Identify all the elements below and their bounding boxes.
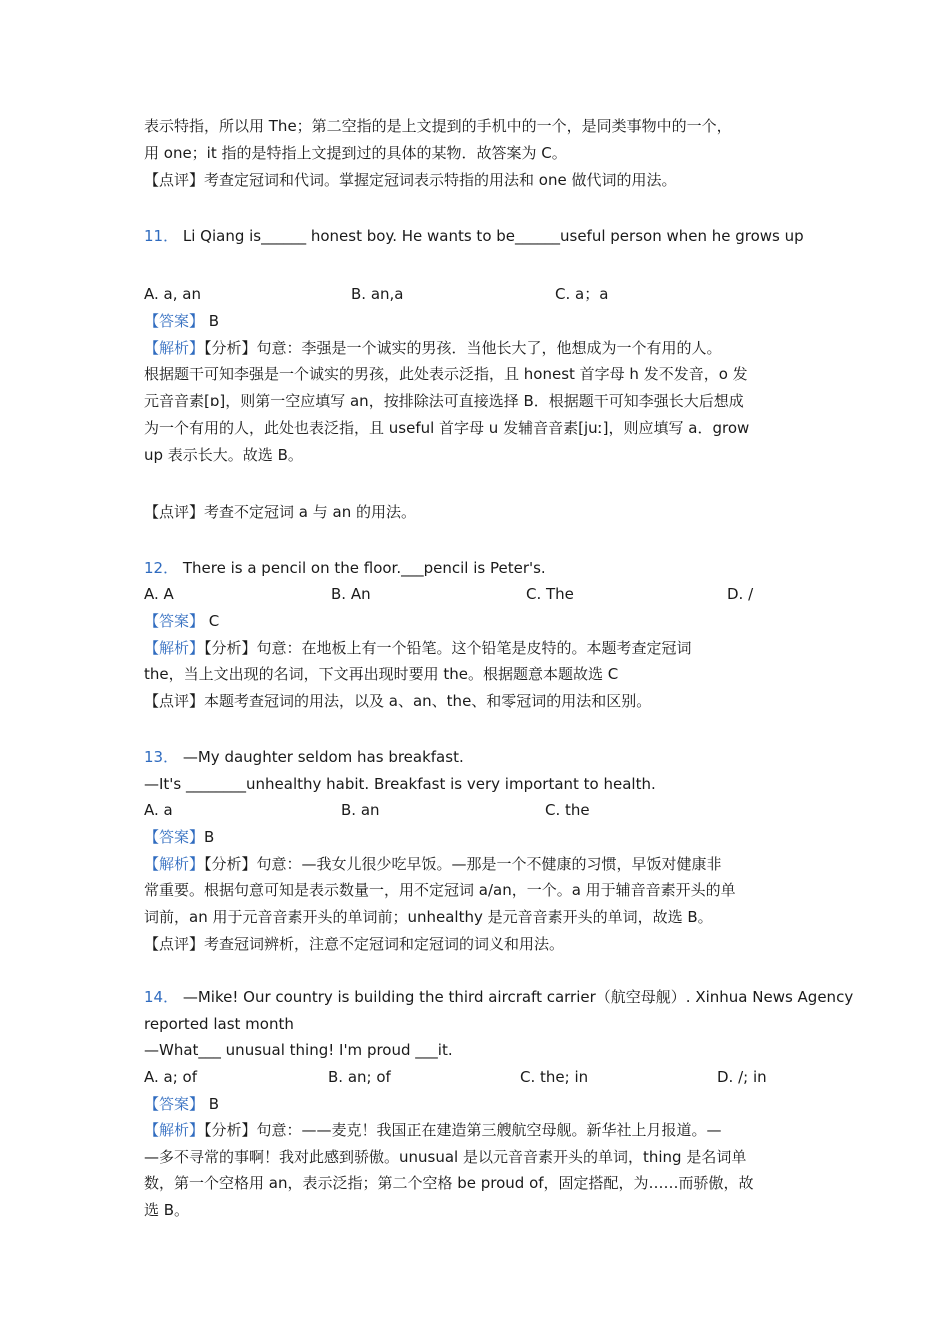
comment-label: 【点评】 [144,935,205,953]
option-a[interactable]: A. a; of [144,1068,198,1086]
option-a[interactable]: A. a, an [144,285,201,303]
analysis-line: 【解析】【分析】句意：——麦克！我国正在建造第三艘航空母舰。新华社上月报道。— [144,1121,722,1139]
question-11-stem: 11． Li Qiang is______ honest boy. He wants to be______useful person when he grows up [144,227,804,245]
option-a[interactable]: A. a [144,801,173,819]
comment-label: 【点评】 [144,171,205,189]
intro-comment: 【点评】考查定冠词和代词。掌握定冠词表示特指的用法和 one 做代词的用法。 [144,171,677,189]
comment-label: 【点评】 [144,503,205,521]
option-c[interactable]: C. a；a [555,285,609,303]
answer-label: 【答案】 [144,312,205,330]
option-c[interactable]: C. The [526,585,574,603]
intro-line: 表示特指，所以用 The；第二空指的是上文提到的手机中的一个，是同类事物中的一个， [144,117,732,135]
option-d[interactable]: D. / [727,585,754,603]
analysis-line: 常重要。根据句意可知是表示数量一，用不定冠词 a/an，一个。a 用于辅音音素开头的单 [144,881,736,899]
comment-label: 【点评】 [144,692,205,710]
analysis-line: 元音音素[ɒ]，则第一空应填写 an，按排除法可直接选择 B．根据题干可知李强长大后想成 [144,392,744,410]
question-13-stem: 13． —My daughter seldom has breakfast. [144,748,464,766]
analysis-line: up 表示长大。故选 B。 [144,446,303,464]
option-b[interactable]: B. an; of [328,1068,391,1086]
answer-line: 【答案】 B [144,312,220,330]
analysis-line: 数，第一个空格用 an，表示泛指；第二个空格 be proud of，固定搭配，为……而骄傲，故 [144,1174,754,1192]
answer-label: 【答案】 [144,828,205,846]
analysis-label: 【解析】 [144,639,205,657]
intro-line: 用 one；it 指的是特指上文提到过的具体的某物．故答案为 C。 [144,144,567,162]
question-stem-line: —It's ________unhealthy habit. Breakfast is very important to health. [144,775,656,793]
answer-line: 【答案】 C [144,612,220,630]
option-b[interactable]: B. An [331,585,371,603]
comment-line: 【点评】考查不定冠词 a 与 an 的用法。 [144,503,416,521]
option-c[interactable]: C. the [545,801,590,819]
question-number: 12． [144,559,179,577]
option-b[interactable]: B. an [341,801,380,819]
answer-line: 【答案】 B [144,1095,220,1113]
question-number: 13． [144,748,179,766]
question-number: 11． [144,227,179,245]
question-14-stem: 14． —Mike! Our country is building the third aircraft carrier（航空母舰）. Xinhua News Agency [144,988,854,1006]
answer-label: 【答案】 [144,1095,205,1113]
analysis-line: 【解析】【分析】句意：—我女儿很少吃早饭。—那是一个不健康的习惯，早饭对健康非 [144,855,722,873]
analysis-line: 【解析】【分析】句意：李强是一个诚实的男孩．当他长大了，他想成为一个有用的人。 [144,339,722,357]
question-number: 14． [144,988,179,1006]
analysis-line: 根据题干可知李强是一个诚实的男孩，此处表示泛指，且 honest 首字母 h 发不发音，o 发 [144,365,748,383]
analysis-label: 【解析】 [144,1121,205,1139]
analysis-line: the，当上文出现的名词，下文再出现时要用 the。根据题意本题故选 C [144,665,619,683]
analysis-label: 【解析】 [144,855,205,873]
option-d[interactable]: D. /; in [717,1068,767,1086]
answer-line: 【答案】B [144,828,215,846]
question-stem-line: —What___ unusual thing! I'm proud ___it. [144,1041,453,1059]
question-stem-line: reported last month [144,1015,294,1033]
analysis-line: 选 B。 [144,1201,190,1219]
comment-line: 【点评】本题考查冠词的用法，以及 a、an、the、和零冠词的用法和区别。 [144,692,652,710]
option-b[interactable]: B. an,a [351,285,404,303]
question-12-stem: 12． There is a pencil on the floor.___pencil is Peter's. [144,559,546,577]
answer-label: 【答案】 [144,612,205,630]
option-c[interactable]: C. the; in [520,1068,589,1086]
analysis-line: —多不寻常的事啊！我对此感到骄傲。unusual 是以元音音素开头的单词，thing 是名词单 [144,1148,747,1166]
analysis-label: 【解析】 [144,339,205,357]
analysis-line: 为一个有用的人，此处也表泛指，且 useful 首字母 u 发辅音音素[juː]，则应填写 a．grow [144,419,750,437]
option-a[interactable]: A. A [144,585,174,603]
analysis-line: 【解析】【分析】句意：在地板上有一个铅笔。这个铅笔是皮特的。本题考查定冠词 [144,639,692,657]
comment-line: 【点评】考查冠词辨析，注意不定冠词和定冠词的词义和用法。 [144,935,565,953]
analysis-line: 词前，an 用于元音音素开头的单词前；unhealthy 是元音音素开头的单词，故选 B。 [144,908,713,926]
